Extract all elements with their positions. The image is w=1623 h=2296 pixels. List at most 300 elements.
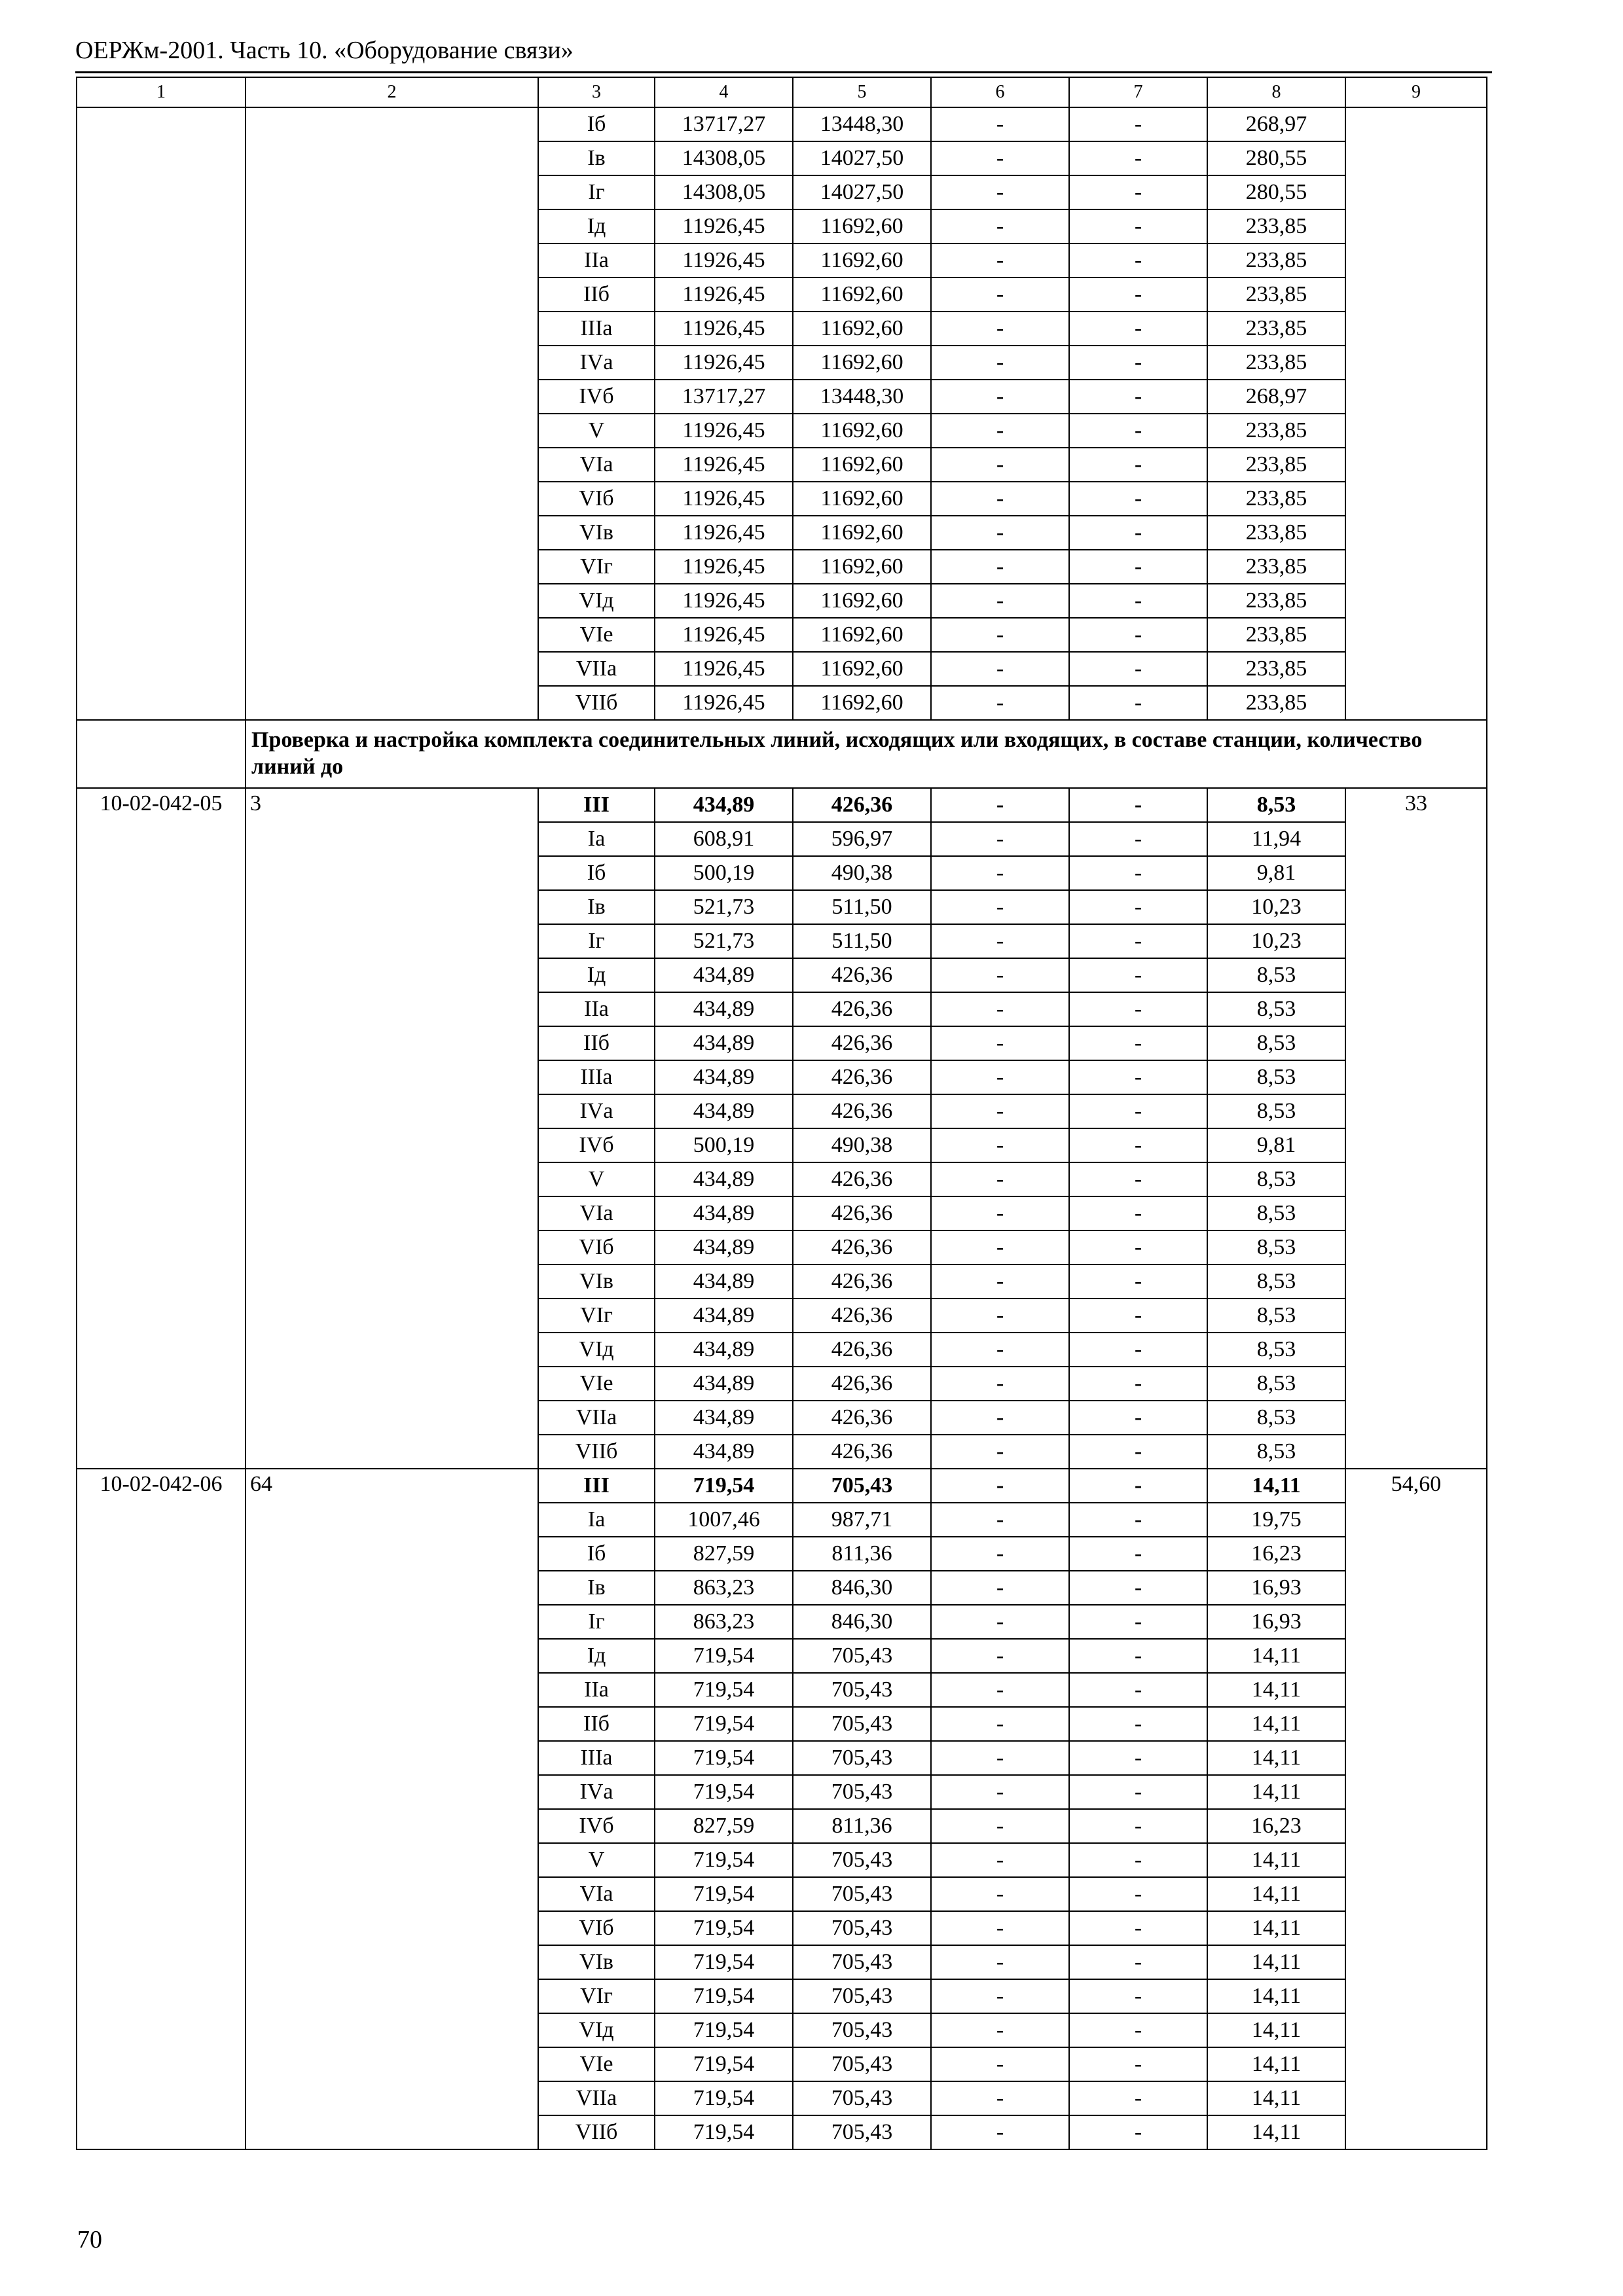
drivers-wages-cell: - [1069, 1230, 1207, 1265]
materials-cell: 14,11 [1207, 1741, 1345, 1775]
cost-cell: 434,89 [655, 1299, 793, 1333]
wages-cell: 705,43 [793, 1639, 931, 1673]
cost-cell: 11926,45 [655, 584, 793, 618]
table-row [77, 380, 1487, 414]
machines-cell: - [931, 1537, 1069, 1571]
wages-cell: 11692,60 [793, 448, 931, 482]
materials-cell: 8,53 [1207, 1435, 1345, 1469]
territory-code-cell: IIа [538, 992, 655, 1026]
machines-cell: - [931, 175, 1069, 209]
wages-cell: 14027,50 [793, 141, 931, 175]
wages-cell: 426,36 [793, 1265, 931, 1299]
materials-cell: 19,75 [1207, 1503, 1345, 1537]
empty-qty-cell [246, 686, 538, 720]
page-number: 70 [77, 2226, 102, 2253]
empty-qty-cell [246, 209, 538, 243]
wages-cell: 426,36 [793, 1435, 931, 1469]
empty-qty-cell [246, 175, 538, 209]
wages-cell: 11692,60 [793, 652, 931, 686]
machines-cell: - [931, 2115, 1069, 2149]
wages-cell: 426,36 [793, 1196, 931, 1230]
table-row [77, 516, 1487, 550]
materials-cell: 233,85 [1207, 652, 1345, 686]
wages-cell: 426,36 [793, 788, 931, 822]
empty-qty-cell [246, 618, 538, 652]
machines-cell: - [931, 1196, 1069, 1230]
territory-code-cell: VIа [538, 1877, 655, 1911]
empty-qty-cell [246, 312, 538, 346]
drivers-wages-cell: - [1069, 1775, 1207, 1809]
empty-code-cell [77, 380, 246, 414]
drivers-wages-cell: - [1069, 1979, 1207, 2013]
wages-cell: 705,43 [793, 1945, 931, 1979]
drivers-wages-cell: - [1069, 1469, 1207, 1503]
cost-cell: 434,89 [655, 788, 793, 822]
territory-code-cell: VIб [538, 1911, 655, 1945]
empty-code-cell [77, 107, 246, 141]
drivers-wages-cell: - [1069, 1707, 1207, 1741]
machines-cell: - [931, 1230, 1069, 1265]
cost-cell: 11926,45 [655, 346, 793, 380]
wages-cell: 705,43 [793, 1741, 931, 1775]
column-number-1: 1 [77, 77, 246, 107]
empty-qty-cell [246, 243, 538, 278]
territory-code-cell: VIIа [538, 1401, 655, 1435]
section-empty-cell [77, 720, 246, 788]
cost-cell: 863,23 [655, 1571, 793, 1605]
empty-col9-cell [1345, 380, 1487, 414]
cost-cell: 719,54 [655, 1775, 793, 1809]
drivers-wages-cell: - [1069, 992, 1207, 1026]
materials-cell: 16,93 [1207, 1571, 1345, 1605]
column-number-3: 3 [538, 77, 655, 107]
territory-code-cell: VIа [538, 1196, 655, 1230]
territory-code-cell: III [538, 788, 655, 822]
drivers-wages-cell: - [1069, 1877, 1207, 1911]
wages-cell: 426,36 [793, 1299, 931, 1333]
drivers-wages-cell: - [1069, 1911, 1207, 1945]
wages-cell: 11692,60 [793, 278, 931, 312]
wages-cell: 11692,60 [793, 686, 931, 720]
empty-code-cell [77, 652, 246, 686]
machines-cell: - [931, 107, 1069, 141]
territory-code-cell: VIв [538, 1945, 655, 1979]
materials-cell: 233,85 [1207, 346, 1345, 380]
machines-cell: - [931, 1571, 1069, 1605]
empty-code-cell [77, 482, 246, 516]
table-row [77, 618, 1487, 652]
cost-cell: 719,54 [655, 2047, 793, 2081]
territory-code-cell: III [538, 1469, 655, 1503]
materials-cell: 14,11 [1207, 2013, 1345, 2047]
machines-cell: - [931, 1060, 1069, 1094]
drivers-wages-cell: - [1069, 1333, 1207, 1367]
machines-cell: - [931, 243, 1069, 278]
territory-code-cell: VIв [538, 1265, 655, 1299]
drivers-wages-cell: - [1069, 243, 1207, 278]
wages-cell: 426,36 [793, 992, 931, 1026]
wages-cell: 426,36 [793, 1333, 931, 1367]
territory-code-cell: V [538, 1843, 655, 1877]
wages-cell: 11692,60 [793, 584, 931, 618]
territory-code-cell: Iг [538, 1605, 655, 1639]
wages-cell: 705,43 [793, 1775, 931, 1809]
drivers-wages-cell: - [1069, 584, 1207, 618]
machines-cell: - [931, 312, 1069, 346]
empty-col9-cell [1345, 584, 1487, 618]
wages-cell: 705,43 [793, 2115, 931, 2149]
drivers-wages-cell: - [1069, 1503, 1207, 1537]
drivers-wages-cell: - [1069, 1128, 1207, 1162]
materials-cell: 8,53 [1207, 958, 1345, 992]
drivers-wages-cell: - [1069, 686, 1207, 720]
machines-cell: - [931, 958, 1069, 992]
empty-col9-cell [1345, 414, 1487, 448]
drivers-wages-cell: - [1069, 822, 1207, 856]
column-number-row [77, 77, 1487, 107]
empty-col9-cell [1345, 107, 1487, 141]
cost-cell: 719,54 [655, 1843, 793, 1877]
drivers-wages-cell: - [1069, 2081, 1207, 2115]
machines-cell: - [931, 924, 1069, 958]
drivers-wages-cell: - [1069, 1571, 1207, 1605]
wages-cell: 705,43 [793, 1911, 931, 1945]
empty-code-cell [77, 141, 246, 175]
materials-cell: 233,85 [1207, 243, 1345, 278]
empty-qty-cell [246, 550, 538, 584]
column-number-8: 8 [1207, 77, 1345, 107]
drivers-wages-cell: - [1069, 1060, 1207, 1094]
drivers-wages-cell: - [1069, 312, 1207, 346]
drivers-wages-cell: - [1069, 890, 1207, 924]
wages-cell: 13448,30 [793, 380, 931, 414]
empty-col9-cell [1345, 243, 1487, 278]
machines-cell: - [931, 1605, 1069, 1639]
wages-cell: 11692,60 [793, 414, 931, 448]
machines-cell: - [931, 516, 1069, 550]
cost-cell: 719,54 [655, 1979, 793, 2013]
section-title: Проверка и настройка комплекта соединительных линий, исходящих или входящих, в составе станции, количество линий до [246, 720, 1487, 788]
table-row [77, 584, 1487, 618]
materials-cell: 14,11 [1207, 1979, 1345, 2013]
empty-code-cell [77, 550, 246, 584]
cost-cell: 434,89 [655, 1333, 793, 1367]
wages-cell: 426,36 [793, 1367, 931, 1401]
cost-cell: 719,54 [655, 2081, 793, 2115]
empty-code-cell [77, 243, 246, 278]
table-row [77, 243, 1487, 278]
drivers-wages-cell: - [1069, 1196, 1207, 1230]
materials-cell: 233,85 [1207, 618, 1345, 652]
cost-cell: 434,89 [655, 1401, 793, 1435]
table-row [77, 686, 1487, 720]
wages-cell: 705,43 [793, 1707, 931, 1741]
column-number-2: 2 [246, 77, 538, 107]
machines-cell: - [931, 1367, 1069, 1401]
machines-cell: - [931, 1026, 1069, 1060]
drivers-wages-cell: - [1069, 1367, 1207, 1401]
empty-col9-cell [1345, 686, 1487, 720]
materials-cell: 8,53 [1207, 1162, 1345, 1196]
rate-code: 10-02-042-05 [77, 788, 246, 1469]
cost-cell: 13717,27 [655, 107, 793, 141]
empty-code-cell [77, 346, 246, 380]
materials-cell: 9,81 [1207, 856, 1345, 890]
drivers-wages-cell: - [1069, 856, 1207, 890]
wages-cell: 490,38 [793, 856, 931, 890]
empty-code-cell [77, 618, 246, 652]
materials-cell: 16,93 [1207, 1605, 1345, 1639]
table-row [77, 209, 1487, 243]
empty-code-cell [77, 584, 246, 618]
materials-cell: 8,53 [1207, 1299, 1345, 1333]
materials-cell: 8,53 [1207, 1401, 1345, 1435]
territory-code-cell: VIг [538, 550, 655, 584]
materials-cell: 8,53 [1207, 1367, 1345, 1401]
cost-cell: 11926,45 [655, 278, 793, 312]
cost-cell: 719,54 [655, 1911, 793, 1945]
materials-cell: 14,11 [1207, 2047, 1345, 2081]
machines-cell: - [931, 1639, 1069, 1673]
territory-code-cell: Iа [538, 1503, 655, 1537]
wages-cell: 705,43 [793, 1843, 931, 1877]
drivers-wages-cell: - [1069, 1605, 1207, 1639]
drivers-wages-cell: - [1069, 1809, 1207, 1843]
column-number-7: 7 [1069, 77, 1207, 107]
materials-cell: 14,11 [1207, 1673, 1345, 1707]
wages-cell: 705,43 [793, 1979, 931, 2013]
territory-code-cell: IVб [538, 380, 655, 414]
cost-cell: 434,89 [655, 1094, 793, 1128]
machines-cell: - [931, 652, 1069, 686]
machines-cell: - [931, 1979, 1069, 2013]
machines-cell: - [931, 1401, 1069, 1435]
materials-cell: 8,53 [1207, 992, 1345, 1026]
cost-cell: 13717,27 [655, 380, 793, 414]
territory-code-cell: IVа [538, 1775, 655, 1809]
empty-qty-cell [246, 414, 538, 448]
materials-cell: 233,85 [1207, 516, 1345, 550]
materials-cell: 16,23 [1207, 1537, 1345, 1571]
cost-cell: 863,23 [655, 1605, 793, 1639]
territory-code-cell: V [538, 414, 655, 448]
materials-cell: 14,11 [1207, 1877, 1345, 1911]
drivers-wages-cell: - [1069, 1843, 1207, 1877]
drivers-wages-cell: - [1069, 1299, 1207, 1333]
wages-cell: 511,50 [793, 890, 931, 924]
machines-cell: - [931, 1299, 1069, 1333]
table-row [77, 1469, 1487, 1503]
materials-cell: 233,85 [1207, 448, 1345, 482]
cost-cell: 719,54 [655, 1945, 793, 1979]
machines-cell: - [931, 1469, 1069, 1503]
materials-cell: 233,85 [1207, 686, 1345, 720]
drivers-wages-cell: - [1069, 1026, 1207, 1060]
drivers-wages-cell: - [1069, 1673, 1207, 1707]
drivers-wages-cell: - [1069, 652, 1207, 686]
cost-cell: 719,54 [655, 1877, 793, 1911]
wages-cell: 11692,60 [793, 618, 931, 652]
empty-qty-cell [246, 278, 538, 312]
materials-cell: 8,53 [1207, 1230, 1345, 1265]
cost-cell: 521,73 [655, 924, 793, 958]
machines-cell: - [931, 1775, 1069, 1809]
drivers-wages-cell: - [1069, 1401, 1207, 1435]
table-row [77, 346, 1487, 380]
drivers-wages-cell: - [1069, 618, 1207, 652]
cost-cell: 719,54 [655, 1639, 793, 1673]
machines-cell: - [931, 618, 1069, 652]
materials-cell: 10,23 [1207, 890, 1345, 924]
machines-cell: - [931, 686, 1069, 720]
cost-cell: 11926,45 [655, 448, 793, 482]
drivers-wages-cell: - [1069, 141, 1207, 175]
empty-col9-cell [1345, 618, 1487, 652]
cost-cell: 719,54 [655, 1741, 793, 1775]
lines-count: 3 [246, 788, 538, 1469]
empty-qty-cell [246, 380, 538, 414]
materials-cell: 8,53 [1207, 1026, 1345, 1060]
drivers-wages-cell: - [1069, 414, 1207, 448]
cost-cell: 521,73 [655, 890, 793, 924]
machines-cell: - [931, 448, 1069, 482]
empty-qty-cell [246, 141, 538, 175]
drivers-wages-cell: - [1069, 175, 1207, 209]
cost-cell: 500,19 [655, 856, 793, 890]
cost-cell: 14308,05 [655, 141, 793, 175]
wages-cell: 490,38 [793, 1128, 931, 1162]
territory-code-cell: Iд [538, 1639, 655, 1673]
column-9-value: 54,60 [1345, 1469, 1487, 2149]
drivers-wages-cell: - [1069, 380, 1207, 414]
machines-cell: - [931, 482, 1069, 516]
drivers-wages-cell: - [1069, 1094, 1207, 1128]
column-9-value: 33 [1345, 788, 1487, 1469]
territory-code-cell: VIб [538, 1230, 655, 1265]
territory-code-cell: V [538, 1162, 655, 1196]
territory-code-cell: Iд [538, 958, 655, 992]
drivers-wages-cell: - [1069, 788, 1207, 822]
empty-qty-cell [246, 107, 538, 141]
wages-cell: 426,36 [793, 1162, 931, 1196]
section-row [77, 720, 1487, 788]
cost-cell: 11926,45 [655, 516, 793, 550]
territory-code-cell: IVа [538, 346, 655, 380]
cost-cell: 827,59 [655, 1537, 793, 1571]
wages-cell: 705,43 [793, 1877, 931, 1911]
empty-col9-cell [1345, 278, 1487, 312]
wages-cell: 11692,60 [793, 312, 931, 346]
cost-cell: 434,89 [655, 1196, 793, 1230]
cost-cell: 11926,45 [655, 414, 793, 448]
wages-cell: 705,43 [793, 1673, 931, 1707]
wages-cell: 426,36 [793, 1060, 931, 1094]
territory-code-cell: IVб [538, 1128, 655, 1162]
machines-cell: - [931, 1162, 1069, 1196]
wages-cell: 811,36 [793, 1537, 931, 1571]
cost-cell: 434,89 [655, 1162, 793, 1196]
machines-cell: - [931, 1673, 1069, 1707]
cost-cell: 434,89 [655, 992, 793, 1026]
machines-cell: - [931, 856, 1069, 890]
materials-cell: 14,11 [1207, 1911, 1345, 1945]
table-row [77, 448, 1487, 482]
machines-cell: - [931, 1128, 1069, 1162]
machines-cell: - [931, 414, 1069, 448]
column-number-4: 4 [655, 77, 793, 107]
drivers-wages-cell: - [1069, 550, 1207, 584]
machines-cell: - [931, 1435, 1069, 1469]
territory-code-cell: VIе [538, 618, 655, 652]
machines-cell: - [931, 992, 1069, 1026]
empty-col9-cell [1345, 312, 1487, 346]
cost-cell: 500,19 [655, 1128, 793, 1162]
wages-cell: 705,43 [793, 2013, 931, 2047]
cost-cell: 434,89 [655, 1435, 793, 1469]
drivers-wages-cell: - [1069, 1162, 1207, 1196]
empty-code-cell [77, 209, 246, 243]
wages-cell: 11692,60 [793, 346, 931, 380]
drivers-wages-cell: - [1069, 2013, 1207, 2047]
machines-cell: - [931, 1503, 1069, 1537]
machines-cell: - [931, 380, 1069, 414]
table-row [77, 278, 1487, 312]
wages-cell: 14027,50 [793, 175, 931, 209]
wages-cell: 846,30 [793, 1605, 931, 1639]
empty-qty-cell [246, 584, 538, 618]
cost-cell: 719,54 [655, 1469, 793, 1503]
materials-cell: 14,11 [1207, 2115, 1345, 2149]
territory-code-cell: IVа [538, 1094, 655, 1128]
territory-code-cell: VIе [538, 1367, 655, 1401]
drivers-wages-cell: - [1069, 278, 1207, 312]
cost-cell: 719,54 [655, 1707, 793, 1741]
cost-cell: 434,89 [655, 1367, 793, 1401]
territory-code-cell: IIа [538, 243, 655, 278]
drivers-wages-cell: - [1069, 2047, 1207, 2081]
machines-cell: - [931, 1094, 1069, 1128]
empty-code-cell [77, 278, 246, 312]
cost-cell: 719,54 [655, 1673, 793, 1707]
column-number-9: 9 [1345, 77, 1487, 107]
cost-cell: 434,89 [655, 1060, 793, 1094]
table-row [77, 652, 1487, 686]
drivers-wages-cell: - [1069, 958, 1207, 992]
drivers-wages-cell: - [1069, 1537, 1207, 1571]
territory-code-cell: VIг [538, 1299, 655, 1333]
materials-cell: 233,85 [1207, 209, 1345, 243]
machines-cell: - [931, 1741, 1069, 1775]
table-row [77, 550, 1487, 584]
territory-code-cell: Iб [538, 1537, 655, 1571]
materials-cell: 8,53 [1207, 1196, 1345, 1230]
machines-cell: - [931, 890, 1069, 924]
cost-cell: 11926,45 [655, 686, 793, 720]
materials-cell: 10,23 [1207, 924, 1345, 958]
materials-cell: 280,55 [1207, 175, 1345, 209]
drivers-wages-cell: - [1069, 1945, 1207, 1979]
machines-cell: - [931, 1265, 1069, 1299]
materials-cell: 268,97 [1207, 380, 1345, 414]
materials-cell: 8,53 [1207, 1265, 1345, 1299]
materials-cell: 8,53 [1207, 1060, 1345, 1094]
empty-code-cell [77, 448, 246, 482]
machines-cell: - [931, 584, 1069, 618]
materials-cell: 14,11 [1207, 1775, 1345, 1809]
wages-cell: 13448,30 [793, 107, 931, 141]
machines-cell: - [931, 788, 1069, 822]
territory-code-cell: VIа [538, 448, 655, 482]
